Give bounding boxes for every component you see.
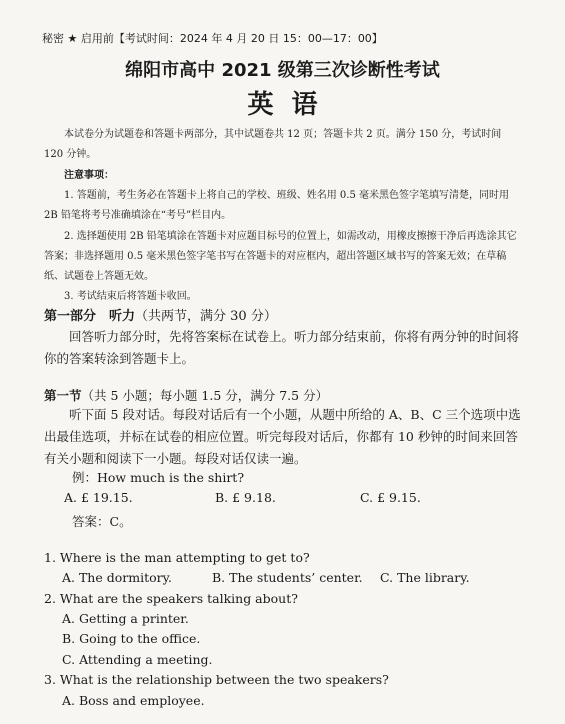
note-3: 3. 考试结束后将答题卡收回。 (64, 291, 197, 302)
part1-description: 回答听力部分时，先将答案标在试卷上。听力部分结束前，你将有两分钟的时间将你的答案转涂到答题卡上。 (44, 329, 520, 366)
section1-heading (44, 386, 328, 404)
q2-option-c: C. Attending a meeting. (62, 652, 213, 667)
section1-title: 第一节 (44, 388, 82, 403)
q1-option-a: A. The dormitory. (62, 570, 172, 585)
notes-heading: 注意事项： (64, 170, 114, 181)
example-answer: 答案：C。 (72, 514, 132, 529)
question-1: 1. Where is the man attempting to get to? (44, 550, 310, 565)
note-1: 1. 答题前，考生务必在答题卡上将自己的学校、班级、姓名用 0.5 毫米黑色签字笔填写清楚，同时用 2B 铅笔将考号准确填涂在“考号”栏目内。 (44, 190, 509, 221)
q1-option-b: B. The students’ center. (212, 570, 363, 585)
note-2: 2. 选择题使用 2B 铅笔填涂在答题卡对应题目标号的位置上，如需改动，用橡皮擦擦干净后再选涂其它答案；非选择题用 0.5 毫米黑色签字笔书写在答题卡的对应框内，超出答题区域书写的答案无效；在草稿纸、试题卷上答题无效。 (44, 231, 517, 282)
subject-title: 英语 (247, 90, 336, 120)
example-question: 例：How much is the shirt? (72, 470, 245, 485)
example-option-c: C. £ 9.15. (360, 490, 421, 505)
part1-score: （共两节，满分 30 分） (135, 309, 277, 324)
q1-option-c: C. The library. (380, 570, 470, 585)
q2-option-a: A. Getting a printer. (62, 611, 189, 626)
part1-title: 第一部分 听力 (44, 309, 136, 324)
confidential-notice: 秘密 ★ 启用前【考试时间：2024 年 4 月 20 日 15：00—17：00】 (42, 32, 383, 45)
example-option-a: A. £ 19.15. (64, 490, 133, 505)
q2-option-b: B. Going to the office. (62, 631, 201, 646)
part1-heading (44, 305, 277, 324)
example-option-b: B. £ 9.18. (215, 490, 276, 505)
q3-option-a: A. Boss and employee. (62, 693, 205, 708)
instructions-intro: 本试卷分为试题卷和答题卡两部分，其中试题卷共 12 页；答题卡共 2 页。满分 150 分，考试时间 120 分钟。 (44, 129, 502, 160)
question-2: 2. What are the speakers talking about? (44, 591, 298, 606)
exam-title: 绵阳市高中 2021 级第三次诊断性考试 (125, 60, 440, 81)
section1-description: 听下面 5 段对话。每段对话后有一个小题，从题中所给的 A、B、C 三个选项中选出最佳选项，并标在试卷的相应位置。听完每段对话后，你都有 10 秒钟的时间来回答有关小题和阅读下一小题。每段对话仅读一遍。 (44, 407, 521, 466)
question-3: 3. What is the relationship between the two speakers? (44, 672, 389, 687)
section1-score: （共 5 小题；每小题 1.5 分，满分 7.5 分） (81, 388, 329, 403)
